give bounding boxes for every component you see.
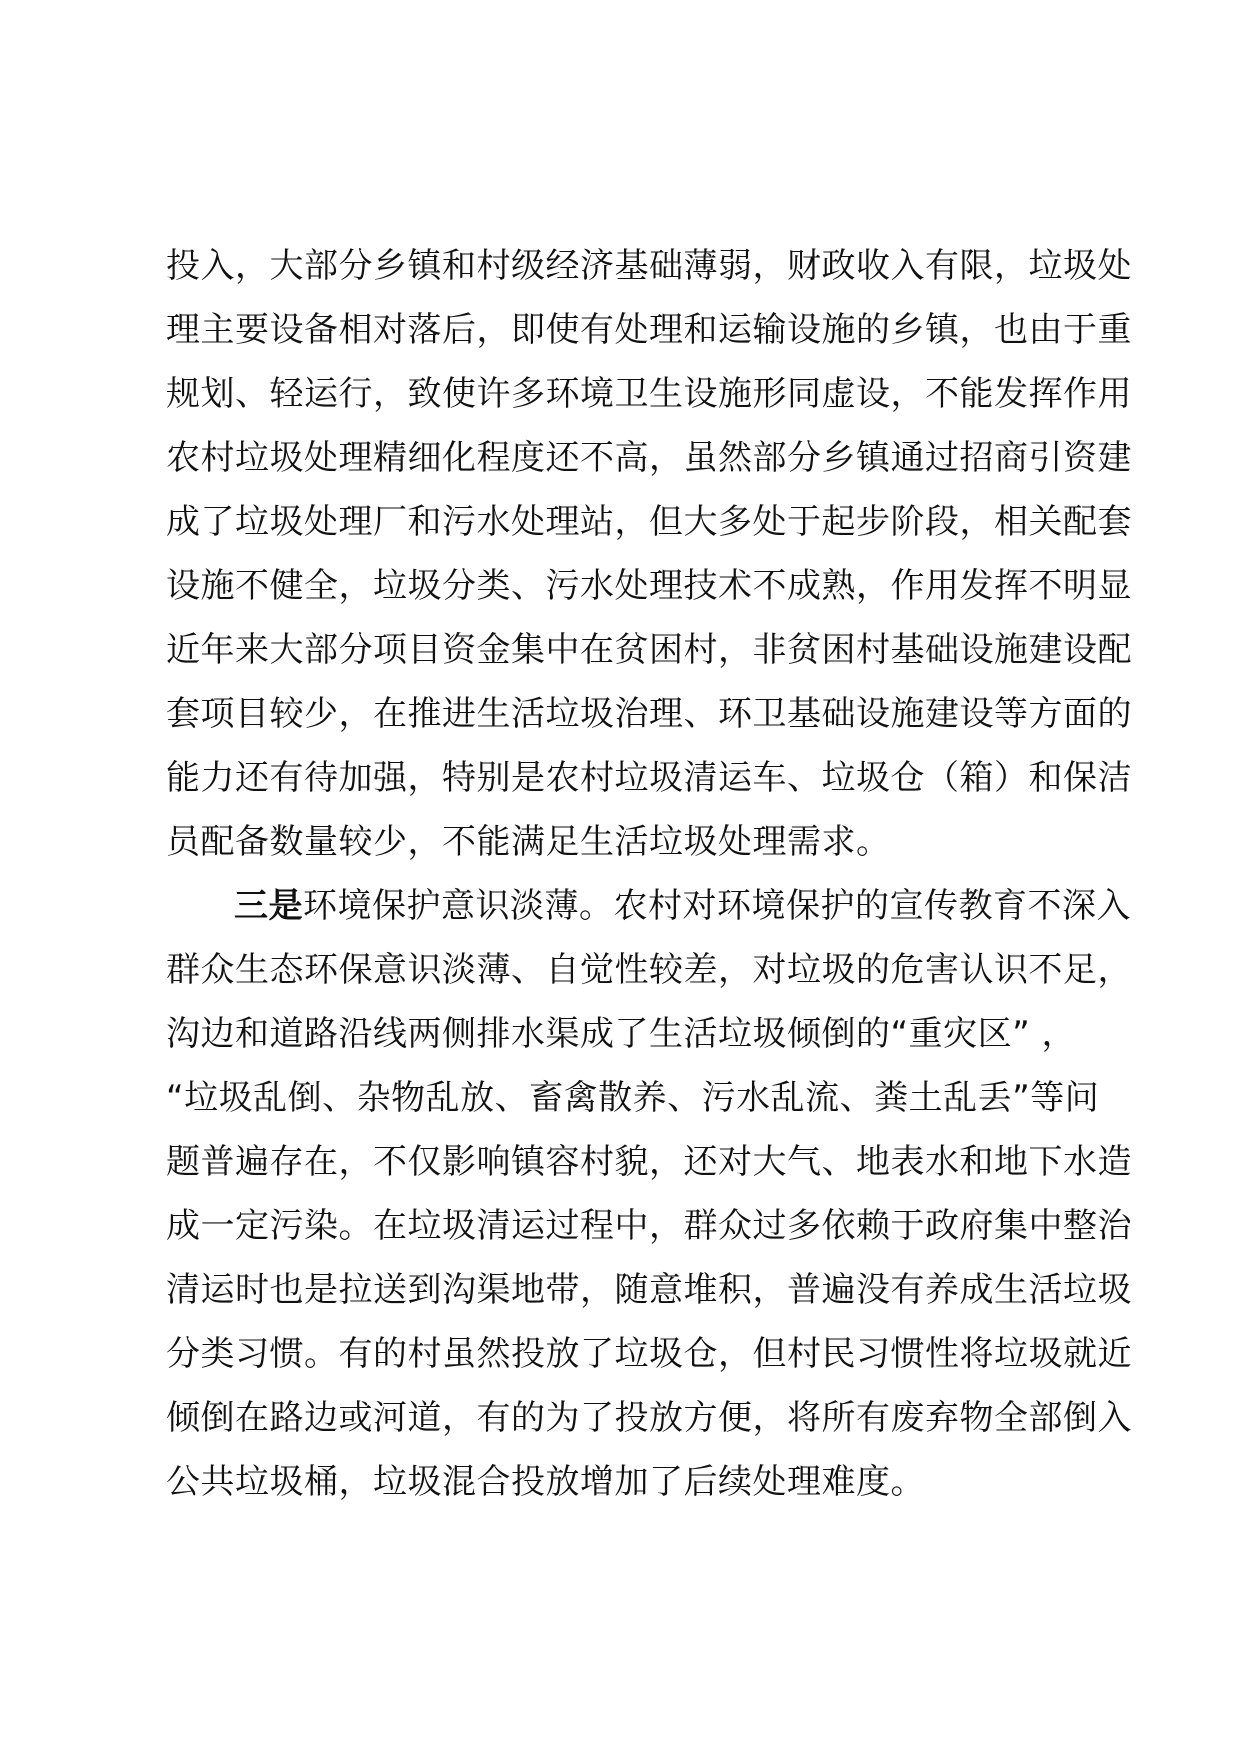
text-line: 成了垃圾处理厂和污水处理站，但大多处于起步阶段，相关配套 [166, 502, 1132, 542]
text-line: 设施不健全，垃圾分类、污水处理技术不成熟，作用发挥不明显 [166, 566, 1132, 606]
paragraph-three-first-line [166, 874, 1131, 938]
text-line: 群众生态环保意识淡薄、自觉性较差，对垃圾的危害认识不足， [166, 950, 1132, 990]
text-line: 近年来大部分项目资金集中在贫困村，非贫困村基础设施建设配 [166, 630, 1132, 670]
text-line: 沟边和道路沿线两侧排水渠成了生活垃圾倾倒的“重灾区” ， [166, 1014, 1077, 1054]
text-line: 能力还有待加强，特别是农村垃圾清运车、垃圾仓（箱）和保洁 [166, 758, 1132, 798]
text-line: 分类习惯。有的村虽然投放了垃圾仓，但村民习惯性将垃圾就近 [166, 1334, 1132, 1374]
text-line: 农村垃圾处理精细化程度还不高，虽然部分乡镇通过招商引资建 [166, 438, 1132, 478]
text-line: 公共垃圾桶，垃圾混合投放增加了后续处理难度。 [166, 1462, 925, 1502]
text-line: “垃圾乱倒、杂物乱放、畜禽散养、污水乱流、粪土乱丢”等问 [166, 1078, 1100, 1118]
text-line: 题普遍存在，不仅影响镇容村貌，还对大气、地表水和地下水造 [166, 1142, 1132, 1182]
text-line: 清运时也是拉送到沟渠地带，随意堆积，普遍没有养成生活垃圾 [166, 1270, 1132, 1310]
text-line: 员配备数量较少，不能满足生活垃圾处理需求。 [166, 822, 891, 862]
paragraph-three-heading: 环境保护意识淡薄。农村对环境保护的宣传教育不深入 [303, 886, 1131, 926]
text-line: 理主要设备相对落后，即使有处理和运输设施的乡镇，也由于重 [166, 310, 1132, 350]
document-body [166, 234, 1132, 1514]
text-line: 倾倒在路边或河道，有的为了投放方便，将所有废弃物全部倒入 [166, 1398, 1132, 1438]
paragraph-three-lead: 三是 [234, 886, 303, 926]
text-line: 成一定污染。在垃圾清运过程中，群众过多依赖于政府集中整治 [166, 1206, 1132, 1246]
text-line: 投入，大部分乡镇和村级经济基础薄弱，财政收入有限，垃圾处 [166, 246, 1132, 286]
text-line: 套项目较少，在推进生活垃圾治理、环卫基础设施建设等方面的 [166, 694, 1132, 734]
text-line: 规划、轻运行，致使许多环境卫生设施形同虚设，不能发挥作用 [166, 374, 1132, 414]
